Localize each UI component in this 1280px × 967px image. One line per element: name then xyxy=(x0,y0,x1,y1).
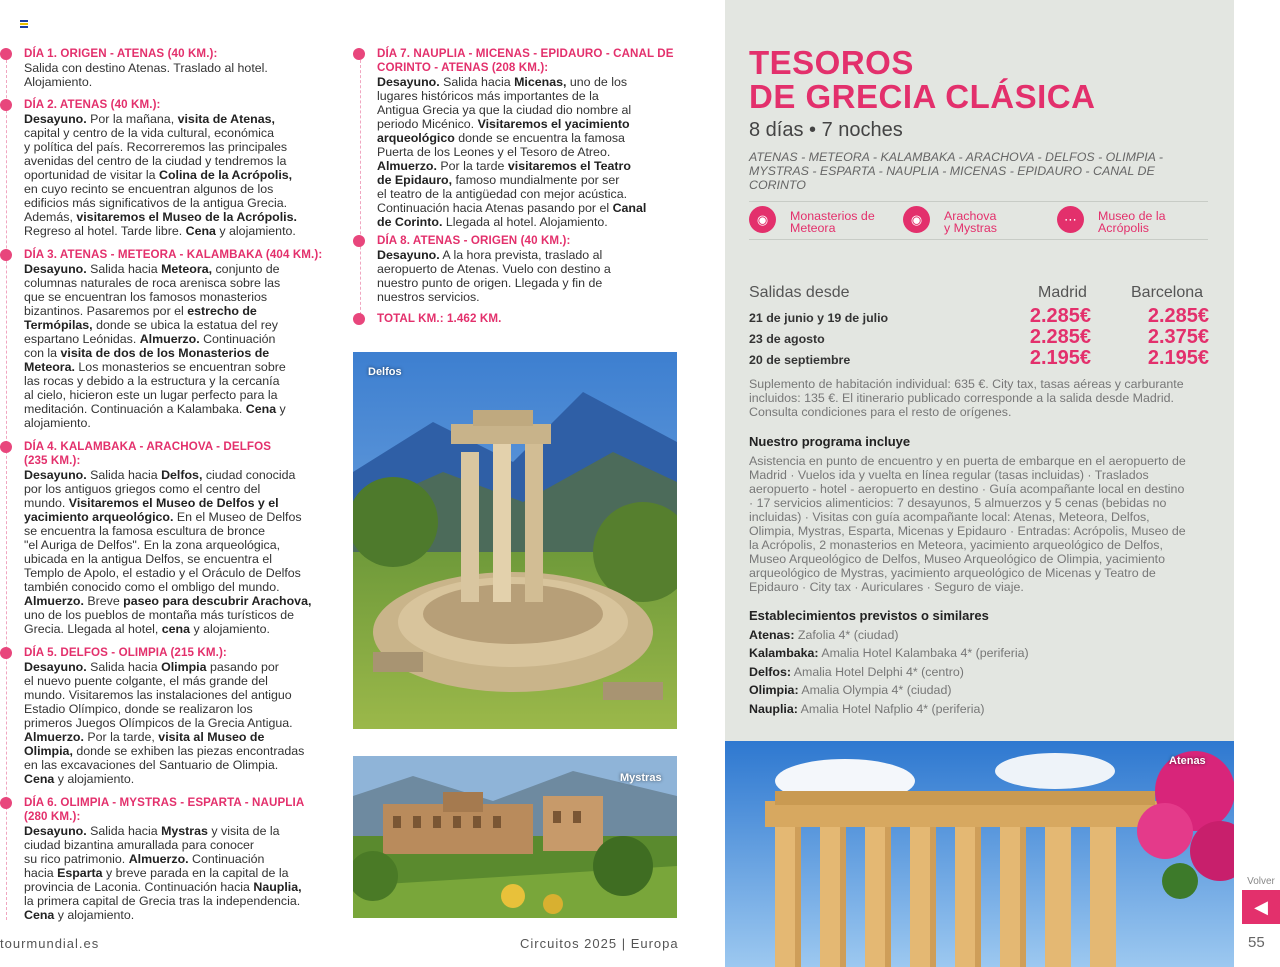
back-button[interactable] xyxy=(1242,890,1280,924)
day-text: Desayuno. Salida hacia Meteora, conjunto de columnas naturales de roca arenisca sobre las que se encuentran los famosos monasterios bizantinos. Pasaremos por el estrecho de Termópilas, donde se ubica la estatua del rey espartano Leónidas. Almuerzo. Continuación con la visita de dos de los Monasterios de Meteora. Los monasterios se encuentran sobre las rocas y debido a la estructura y la cercanía al cielo, hicieron este un lugar perfecto para la meditación. Continuación a Kalambaka. Cena y alojamiento. xyxy=(24,262,286,430)
price-madrid: 2.285€ xyxy=(1029,326,1091,348)
price-madrid: 2.285€ xyxy=(1029,305,1091,327)
day-title: DÍA 4. KALAMBAKA - ARACHOVA - DELFOS (235 KM.): xyxy=(24,440,272,467)
price-note: Suplemento de habitación individual: 635 €. City tax, tasas aéreas y carburante incluidos: 135 €. El itinerario publicado corresponde a la salida desde Madrid. Consulta condiciones para el resto de orígenes. xyxy=(749,377,1184,419)
trip-duration: 8 días • 7 noches xyxy=(749,119,903,141)
itinerary-day xyxy=(24,646,324,786)
day-text: Desayuno. Salida hacia Olimpia pasando por el nuevo puente colgante, el más grande del mundo. Visitaremos las instalaciones del antiguo Estadio Olímpico, donde se realizaron los primeros Juegos Olímpicos de la Grecia Antigua. Almuerzo. Por la tarde, visita al Museo de Olimpia, donde se exhiben las piezas encontradas en las excavaciones del Santuario de Olimpia. Cena y alojamiento. xyxy=(24,660,305,786)
photo-caption: Delfos xyxy=(368,366,402,378)
timeline-dot xyxy=(353,235,365,247)
highlight-text: Arachova xyxy=(944,209,997,223)
delfos-photo xyxy=(353,352,677,729)
hotel-city: Olimpia: xyxy=(749,683,799,697)
trip-title-line1: TESOROS xyxy=(749,44,914,81)
atenas-photo xyxy=(725,741,1234,967)
timeline-dot xyxy=(353,313,365,325)
highlight-text: Acrópolis xyxy=(1098,221,1149,235)
timeline-dot xyxy=(0,99,12,111)
hotel-name: Amalia Hotel Delphi 4* (centro) xyxy=(793,665,964,679)
price-barcelona: 2.375€ xyxy=(1147,326,1209,348)
site-url[interactable]: tourmundial.es xyxy=(0,936,100,951)
chat-icon: ⋯ xyxy=(1057,206,1084,233)
hotel-row xyxy=(749,702,985,716)
itinerary-day xyxy=(24,796,324,922)
itinerary-day xyxy=(377,47,677,229)
timeline-line xyxy=(6,60,7,920)
timeline-dot xyxy=(0,647,12,659)
day-text: Desayuno. Salida hacia Mystras y visita de la ciudad bizantina amurallada para conocer su rico patrimonio. Almuerzo. Continuación hacia Esparta y breve parada en la capital de la provincia de Laconia. Continuación hacia Nauplia, la primera capital de Grecia tras la independencia. Cena y alojamiento. xyxy=(24,824,302,922)
departure-date: 21 de junio y 19 de julio xyxy=(749,311,889,325)
hotel-row xyxy=(749,628,898,642)
program-text: Asistencia en punto de encuentro y en puerta de embarque en el aeropuerto de Madrid · Vuelos ida y vuelta en línea regular (tasas incluidas) · Traslados aeropuerto - hotel - aeropuerto en destino · Guía acompañante local en destino · 17 servicios alimenticios: 7 desayunos, 5 almuerzos y 5 cenas (bebidas no incluidas) · Visitas con guía acompañante local: Atenas, Meteora, Delfos, Olimpia, Mystras, Esparta, Micenas y Epidauro · Entradas: Acrópolis, Museo de la Acrópolis, 2 monasterios en Meteora, yacimiento arqueológico de Delfos, Museo Arqueológico de Delfos, Museo Arqueológico de Olimpia, yacimiento arqueológico de Mystras, yacimiento arqueológico de Micenas y Teatro de Epidauro · City tax · Auriculares · Seguro de viaje. xyxy=(749,454,1186,594)
hotel-name: Amalia Hotel Nafplio 4* (periferia) xyxy=(800,702,985,716)
highlight-item xyxy=(1057,206,1166,234)
hotel-row xyxy=(749,646,1029,660)
itinerary-day xyxy=(24,98,324,238)
camera-icon: ◉ xyxy=(749,206,776,233)
timeline-dot xyxy=(0,441,12,453)
timeline-line xyxy=(360,60,361,320)
price-city-madrid: Madrid xyxy=(1038,284,1087,301)
day-title: DÍA 2. ATENAS (40 KM.): xyxy=(24,98,161,111)
total-km: TOTAL KM.: 1.462 KM. xyxy=(377,312,502,325)
highlight-item xyxy=(903,206,997,234)
divider xyxy=(749,239,1208,240)
day-title: DÍA 6. OLIMPIA - MYSTRAS - ESPARTA - NAUPLIA (280 KM.): xyxy=(24,796,305,823)
hotel-row xyxy=(749,683,951,697)
highlight-text: Monasterios de xyxy=(790,209,875,223)
price-city-barcelona: Barcelona xyxy=(1131,284,1204,301)
back-control[interactable] xyxy=(1242,876,1280,924)
departure-date: 23 de agosto xyxy=(749,332,825,346)
day-title: DÍA 5. DELFOS - OLIMPIA (215 KM.): xyxy=(24,646,227,659)
mystras-photo xyxy=(353,756,677,918)
departure-date: 20 de septiembre xyxy=(749,353,851,367)
flag-icon xyxy=(20,20,28,27)
day-title: DÍA 3. ATENAS - METEORA - KALAMBAKA (404 KM.): xyxy=(24,248,323,261)
itinerary-day xyxy=(24,47,324,89)
hotels-title: Establecimientos previstos o similares xyxy=(749,608,989,623)
prices-header: Salidas desde xyxy=(749,284,850,301)
hotel-name: Zafolia 4* (ciudad) xyxy=(797,628,899,642)
timeline-dot xyxy=(353,48,365,60)
day-text: Desayuno. Por la mañana, visita de Atenas, capital y centro de la vida cultural, económica y política del país. Recorreremos las principales avenidas del centro de la ciudad y tendremos la oportunidad de visitar la Colina de la Acrópolis, en cuyo recinto se encuentran algunos de los edificios más significativos de la antigua Grecia. Además, visitaremos el Museo de la Acrópolis. Regreso al hotel. Tarde libre. Cena y alojamiento. xyxy=(24,112,297,238)
itinerary-day xyxy=(24,248,324,430)
price-barcelona: 2.195€ xyxy=(1147,347,1209,369)
hotel-city: Atenas: xyxy=(749,628,795,642)
photo-caption: Mystras xyxy=(620,772,662,784)
timeline-dot xyxy=(0,249,12,261)
price-barcelona: 2.285€ xyxy=(1147,305,1209,327)
highlight-text: y Mystras xyxy=(944,221,998,235)
camera-icon: ◉ xyxy=(903,206,930,233)
day-title: DÍA 7. NAUPLIA - MICENAS - EPIDAURO - CANAL DE CORINTO - ATENAS (208 KM.): xyxy=(377,47,674,74)
divider xyxy=(749,201,1208,202)
page-number: 55 xyxy=(1248,934,1265,951)
hotel-city: Kalambaka: xyxy=(749,646,819,660)
day-text: Desayuno. Salida hacia Delfos, ciudad conocida por los antiguos griegos como el centro del mundo. Visitaremos el Museo de Delfos y el yacimiento arqueológico. En el Museo de Delfos se encuentra la famosa escultura de bronce "el Auriga de Delfos". En la zona arqueológica, ubicada en la antigua Delfos, se encuentra el Templo de Apolo, el estadio y el Oráculo de Delfos también conocido como el ombligo del mundo. Almuerzo. Breve paseo para descubrir Arachova, uno de los pueblos de montaña más turísticos de Grecia. Llegada al hotel, cena y alojamiento. xyxy=(24,468,312,636)
highlight-item xyxy=(749,206,875,234)
hotel-city: Delfos: xyxy=(749,665,791,679)
catalog-label: Circuitos 2025 | Europa xyxy=(520,936,679,951)
photo-caption: Atenas xyxy=(1169,755,1206,767)
hotel-row xyxy=(749,665,964,679)
price-madrid: 2.195€ xyxy=(1029,347,1091,369)
day-title: DÍA 8. ATENAS - ORIGEN (40 KM.): xyxy=(377,234,571,247)
trip-title-line2: DE GRECIA CLÁSICA xyxy=(749,78,1096,115)
hotel-name: Amalia Olympia 4* (ciudad) xyxy=(801,683,952,697)
day-text: Desayuno. Salida hacia Micenas, uno de los lugares históricos más importantes de la Antigua Grecia ya que la ciudad dio nombre al periodo Micénico. Visitaremos el yacimiento arqueológico donde se encuentra la famosa Puerta de los Leones y el Tesoro de Atreo. Almuerzo. Por la tarde visitaremos el Teatro de Epidauro, famoso mundialmente por ser el teatro de la antigüedad con mejor acústica. Continuación hacia Atenas pasando por el Canal de Corinto. Llegada al hotel. Alojamiento. xyxy=(377,75,647,229)
timeline-dot xyxy=(0,797,12,809)
arrow-left-icon: ◀ xyxy=(1254,896,1268,917)
hotel-name: Amalia Hotel Kalambaka 4* (periferia) xyxy=(821,646,1029,660)
day-title: DÍA 1. ORIGEN - ATENAS (40 KM.): xyxy=(24,47,218,60)
trip-route: ATENAS - METEORA - KALAMBAKA - ARACHOVA - DELFOS - OLIMPIA - MYSTRAS - ESPARTA - NAUPLIA - MICENAS - EPIDAURO - CANAL DE CORINTO xyxy=(749,150,1164,192)
day-text: Salida con destino Atenas. Traslado al hotel. Alojamiento. xyxy=(24,61,268,89)
program-title: Nuestro programa incluye xyxy=(749,434,911,449)
itinerary-day xyxy=(24,440,324,636)
timeline-dot xyxy=(0,48,12,60)
hotel-city: Nauplia: xyxy=(749,702,798,716)
trip-title xyxy=(749,46,1095,114)
day-text: Desayuno. A la hora prevista, traslado al aeropuerto de Atenas. Vuelo con destino a nuestro punto de origen. Llegada y fin de nuestros servicios. xyxy=(377,248,611,304)
back-label: Volver xyxy=(1247,876,1275,887)
itinerary-day xyxy=(377,234,677,304)
highlight-text: Museo de la xyxy=(1098,209,1166,223)
highlight-text: Meteora xyxy=(790,221,836,235)
itinerary-total xyxy=(377,312,677,326)
